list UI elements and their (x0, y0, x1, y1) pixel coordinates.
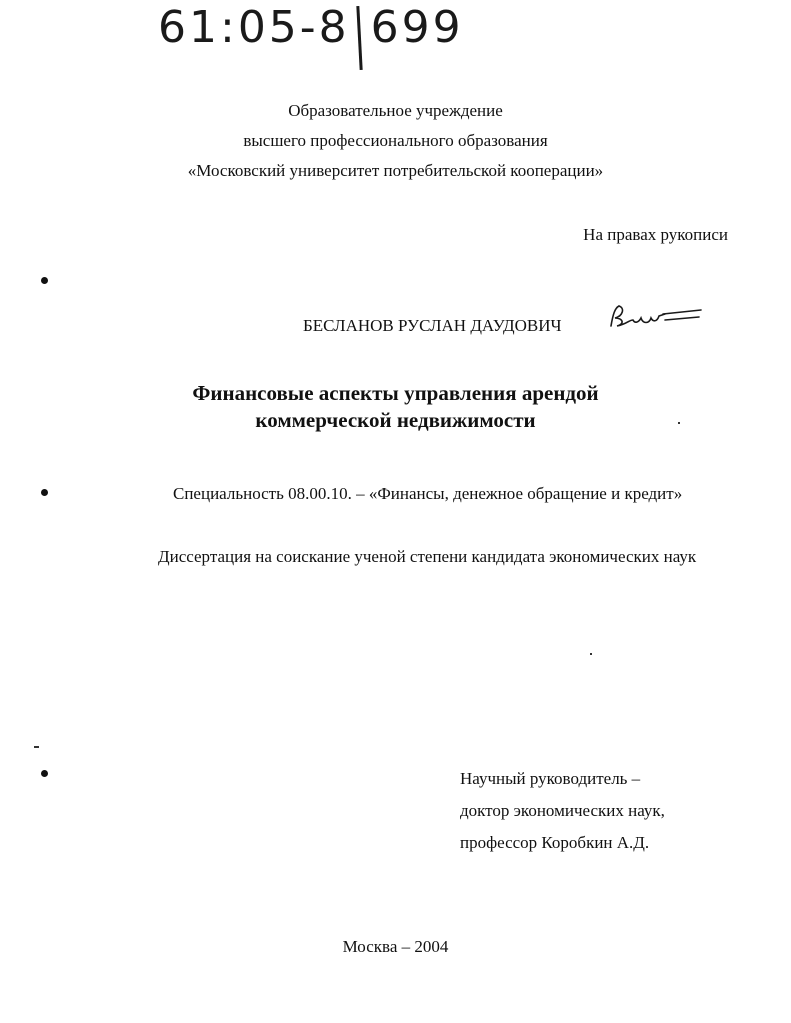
specialty-line: Специальность 08.00.10. – «Финансы, денежное обращение и кредит» (173, 484, 683, 503)
archive-code-right: 699 (370, 2, 464, 53)
margin-dot-1 (41, 277, 48, 284)
city-year: Москва – 2004 (342, 937, 449, 956)
supervisor-line-3: профессор Коробкин А.Д. (460, 833, 650, 852)
margin-dot-2 (41, 489, 48, 496)
institution-line-1: Образовательное учреждение (288, 101, 503, 120)
handwritten-archive-code (158, 2, 464, 70)
supervisor-line-2: доктор экономических наук, (460, 801, 665, 820)
supervisor-line-1: Научный руководитель – (460, 769, 641, 788)
handwritten-divider (356, 6, 362, 70)
author-name: БЕСЛАНОВ РУСЛАН ДАУДОВИЧ (303, 316, 562, 335)
archive-code-left: 61:05-8 (158, 2, 350, 53)
scan-speck (590, 653, 592, 655)
scan-speck (34, 746, 39, 748)
dissertation-degree-note: Диссертация на соискание ученой степени кандидата экономических наук (158, 547, 697, 566)
dissertation-title-line-1: Финансовые аспекты управления арендой (192, 381, 599, 405)
author-signature (605, 300, 705, 334)
institution-line-3: «Московский университет потребительской кооперации» (187, 161, 604, 180)
margin-dot-3 (41, 770, 48, 777)
manuscript-rights-note: На правах рукописи (583, 225, 728, 244)
institution-line-2: высшего профессионального образования (243, 131, 548, 150)
dissertation-title-line-2: коммерческой недвижимости (255, 408, 536, 432)
